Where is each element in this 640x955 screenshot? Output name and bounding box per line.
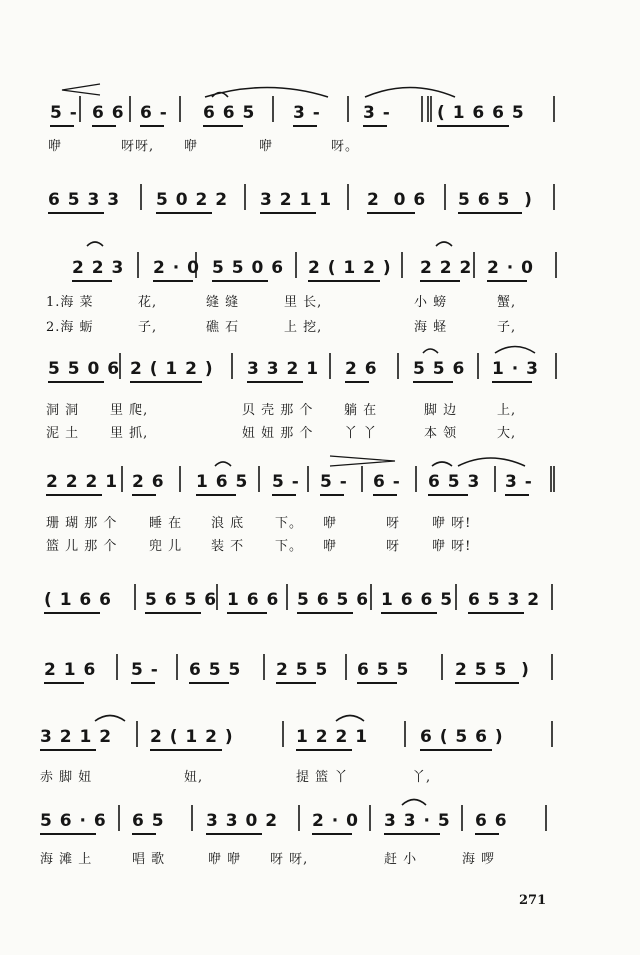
notation-measure: 6 6	[92, 103, 125, 123]
notation-measure: 2 2 2	[420, 258, 473, 278]
lyric-text: 兜 儿	[149, 539, 183, 554]
notation-measure: 1 2 2 1	[296, 727, 369, 747]
notation-measure: 5 5 0 6	[48, 359, 121, 379]
lyric-text: 呀	[386, 539, 401, 554]
tie	[212, 93, 228, 98]
notation-measure: 2 6	[345, 359, 378, 379]
lyric-text: 上,	[497, 403, 517, 418]
notation-measure: 3 2 1 1	[260, 190, 333, 210]
notation-measure: 3 -	[363, 103, 391, 123]
tie	[215, 462, 231, 466]
notation-measure: 5 -	[272, 472, 300, 492]
tie	[432, 462, 452, 466]
lyric-text: 海 蛏	[414, 320, 448, 335]
notation-measure: 2 2 3	[72, 258, 125, 278]
notation-measure: 3 -	[505, 472, 533, 492]
notation-measure: 2 ( 1 2 )	[150, 727, 234, 747]
lyric-text: 本 领	[424, 426, 458, 441]
notation-measure: 2 5 5 )	[455, 660, 530, 680]
notation-measure: 5 0 2 2	[156, 190, 229, 210]
lyric-text: 睡 在	[149, 516, 183, 531]
slur	[365, 88, 455, 98]
lyric-text: 装 不	[211, 539, 245, 554]
notation-measure: 2 ( 1 2 )	[130, 359, 214, 379]
notation-measure: 2 · 0	[153, 258, 200, 278]
repeat-sign	[428, 96, 431, 122]
notation-measure: 6 5 3 2	[468, 590, 541, 610]
notation-measure: 2 · 0	[312, 811, 359, 831]
notation-measure: 1 6 6	[227, 590, 280, 610]
notation-measure: 2 1 6	[44, 660, 97, 680]
bar-line	[122, 466, 495, 492]
bar-line	[137, 721, 552, 747]
notation-measure: 5 -	[50, 103, 78, 123]
end-repeat	[551, 466, 554, 492]
notation-measure: 3 3 · 5	[384, 811, 451, 831]
lyric-text: 贝 壳 那 个	[242, 403, 314, 418]
lyric-text: 咿 呀!	[432, 516, 472, 531]
bar-line	[138, 252, 556, 278]
lyric-text: 丫 丫	[344, 426, 378, 441]
notation-measure: 1 6 6 5	[381, 590, 454, 610]
tie	[423, 349, 438, 353]
lyric-text: 蟹,	[497, 295, 517, 310]
notation-measure: 6 5 5	[357, 660, 410, 680]
lyric-text: 赤 脚 妞	[40, 770, 93, 785]
lyric-text: 子,	[138, 320, 158, 335]
tie	[436, 242, 452, 246]
slur	[95, 716, 125, 722]
slur	[205, 88, 328, 98]
notation-measure: 5 -	[131, 660, 159, 680]
notation-measure: ( 1 6 6	[44, 590, 113, 610]
bar-line	[120, 353, 556, 379]
lyric-text: 唱 歌	[132, 852, 166, 867]
lyric-text: 丫,	[412, 770, 432, 785]
lyric-text: 礁 石	[206, 320, 240, 335]
lyric-text: 赶 小	[384, 852, 418, 867]
lyric-text: 海 滩 上	[40, 852, 93, 867]
bar-line	[117, 654, 552, 680]
notation-measure: 6 6	[475, 811, 508, 831]
lyric-text: 咿	[323, 539, 338, 554]
lyric-text: 躺 在	[344, 403, 378, 418]
lyric-text: 妞 妞 那 个	[242, 426, 314, 441]
lyric-text: 缝 缝	[206, 295, 240, 310]
notation-measure: 5 6 5 )	[458, 190, 533, 210]
lyric-text: 下。	[275, 516, 304, 531]
lyric-text: 下。	[275, 539, 304, 554]
bar-line	[80, 96, 554, 122]
slur	[458, 458, 525, 466]
lyric-text: 大,	[497, 426, 517, 441]
notation-measure: 6 ( 5 6 )	[420, 727, 504, 747]
page-number: 271	[519, 893, 547, 908]
slur	[495, 347, 535, 354]
lyric-text: 洞 洞	[46, 403, 80, 418]
notation-measure: 6 -	[140, 103, 168, 123]
lyric-text: 里 长,	[284, 295, 323, 310]
notation-measure: 5 -	[320, 472, 348, 492]
lyric-text: 1.海 菜	[46, 295, 94, 310]
bar-line	[119, 805, 546, 831]
notation-measure: 1 · 3	[492, 359, 539, 379]
lyric-text: 珊 瑚 那 个	[46, 516, 118, 531]
lyric-text: 呀。	[331, 139, 360, 154]
notation-measure: 2 6	[132, 472, 165, 492]
notation-measure: 1 6 5	[196, 472, 249, 492]
lyric-text: 咿 呀!	[432, 539, 472, 554]
notation-measure: 6 5 5	[189, 660, 242, 680]
bar-line	[141, 184, 554, 210]
lyric-text: 子,	[497, 320, 517, 335]
lyric-text: 妞,	[184, 770, 204, 785]
notation-measure: 2 ( 1 2 )	[308, 258, 392, 278]
notation-measure: 5 5 0 6	[212, 258, 285, 278]
slur	[402, 800, 426, 806]
notation-measure: 5 5 6	[413, 359, 466, 379]
bar-line	[135, 584, 552, 610]
lyric-text: 里 爬,	[110, 403, 149, 418]
lyric-text: 海 啰	[462, 852, 496, 867]
notation-measure: 6 6 5	[203, 103, 256, 123]
notation-measure: 2 2 2 1	[46, 472, 119, 492]
notation-measure: ( 1 6 6 5	[437, 103, 525, 123]
lyric-text: 脚 边	[424, 403, 458, 418]
lyric-text: 篮 儿 那 个	[46, 539, 118, 554]
notation-measure: 6 5	[132, 811, 165, 831]
notation-measure: 3 2 1 2	[40, 727, 113, 747]
notation-measure: 3 3 0 2	[206, 811, 279, 831]
lyric-text: 上 挖,	[284, 320, 323, 335]
slur	[336, 716, 364, 722]
lyric-text: 泥 土	[46, 426, 80, 441]
tie	[87, 242, 103, 246]
notation-measure: 6 5 3	[428, 472, 481, 492]
lyric-text: 咿	[48, 139, 63, 154]
notation-measure: 3 -	[293, 103, 321, 123]
lyric-text: 2.海 蛎	[46, 320, 94, 335]
hairpin	[62, 84, 100, 95]
notation-measure: 5 6 5 6	[145, 590, 218, 610]
notation-measure: 2 0 6	[367, 190, 427, 210]
lyric-text: 咿 咿	[208, 852, 242, 867]
lyric-text: 提 篮 丫	[296, 770, 349, 785]
notation-measure: 2 · 0	[487, 258, 534, 278]
notation-measure: 2 5 5	[276, 660, 329, 680]
lyric-text: 花,	[138, 295, 158, 310]
lyric-text: 呀呀,	[121, 139, 155, 154]
lyric-text: 咿	[184, 139, 199, 154]
notation-measure: 5 6 · 6	[40, 811, 107, 831]
notation-measure: 5 6 5 6	[297, 590, 370, 610]
lyric-text: 呀 呀,	[270, 852, 309, 867]
lyric-text: 咿	[323, 516, 338, 531]
lyric-text: 里 抓,	[110, 426, 149, 441]
lyric-text: 咿	[259, 139, 274, 154]
notation-measure: 6 5 3 3	[48, 190, 121, 210]
lyric-text: 小 螃	[414, 295, 448, 310]
lyric-text: 浪 底	[211, 516, 245, 531]
notation-measure: 6 -	[373, 472, 401, 492]
hairpin	[330, 456, 395, 466]
notation-measure: 3 3 2 1	[247, 359, 320, 379]
lyric-text: 呀	[386, 516, 401, 531]
